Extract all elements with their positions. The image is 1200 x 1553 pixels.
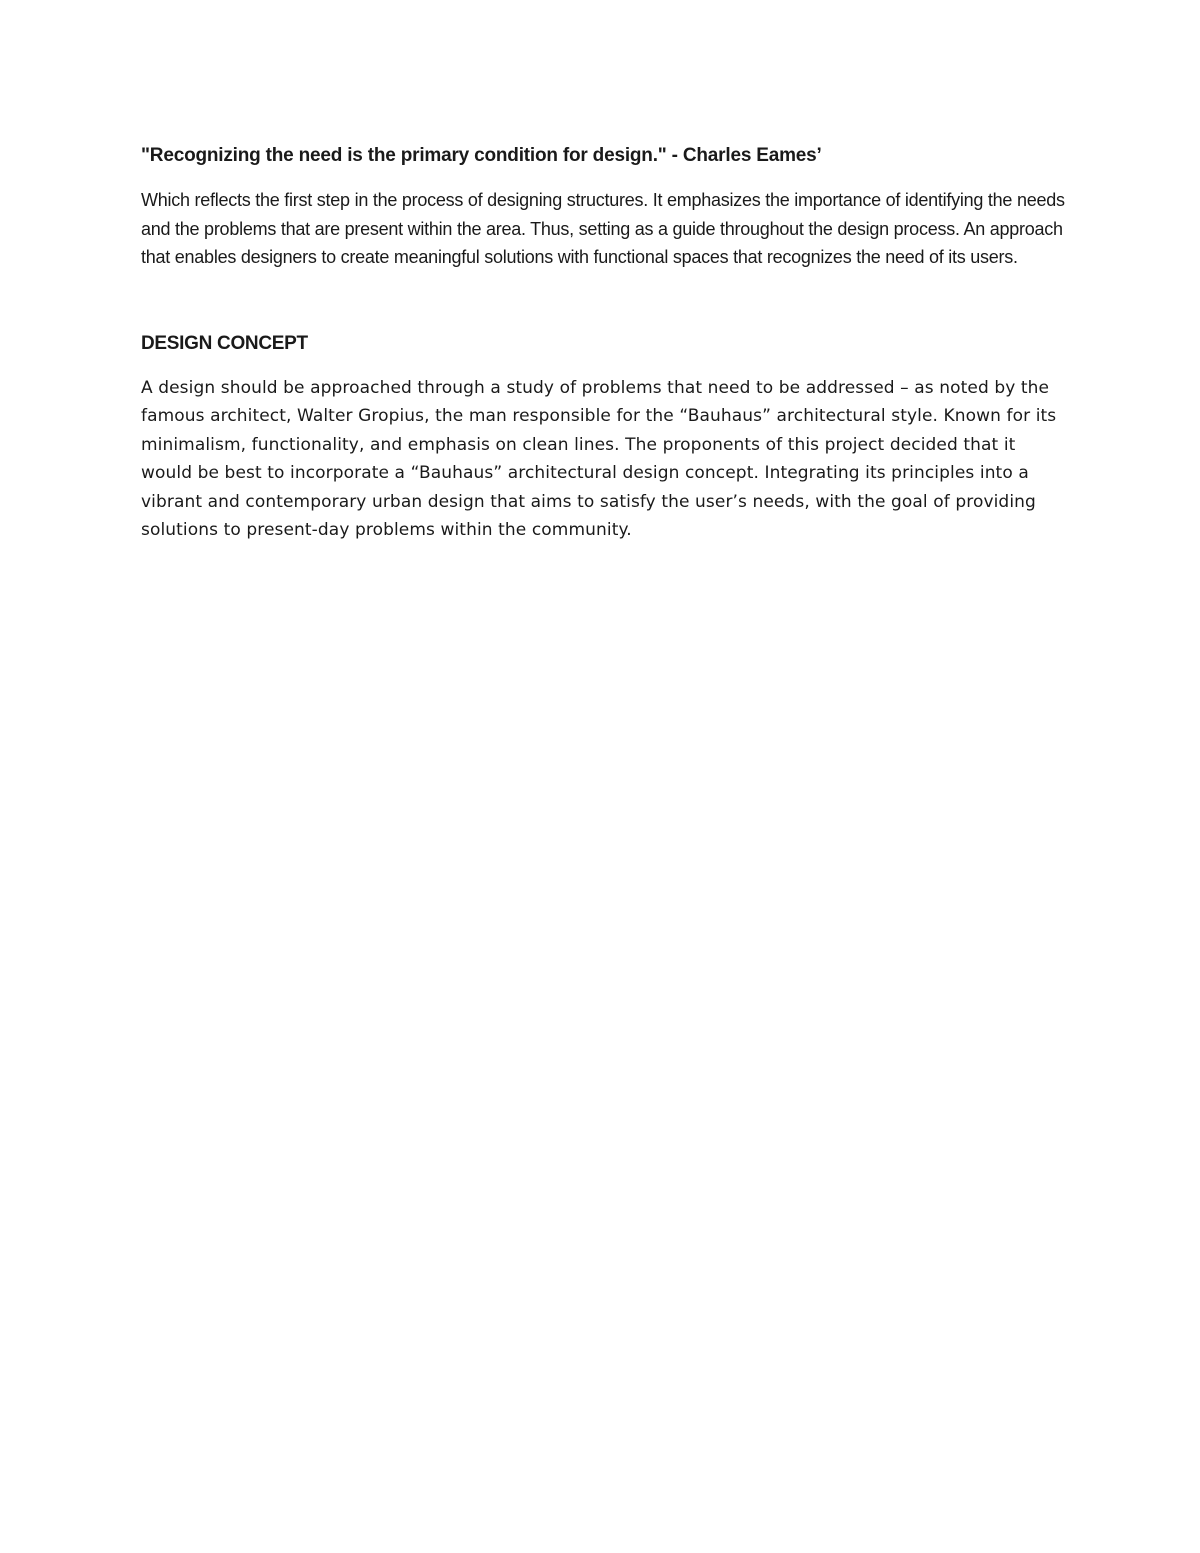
document-body — [141, 141, 1071, 545]
design-concept-paragraph: A design should be approached through a study of problems that need to be addressed – as noted by the famous architect, Walter Gropius, the man responsible for the “Bauhaus” architectural style. Known for its minimalism, functionality, and emphasis on clean lines. The proponents of this project decided that it would be best to incorporate a “Bauhaus” architectural design concept. Integrating its principles into a vibrant and contemporary urban design that aims to satisfy the user’s needs, with the goal of providing solutions to present-day problems within the community. — [141, 377, 1057, 540]
intro-paragraph: Which reflects the first step in the process of designing structures. It emphasizes the importance of identifying the needs and the problems that are present within the area. Thus, setting as a guide throughout the design process. An approach that enables designers to create meaningful solutions with functional spaces that recognizes the need of its users. — [141, 190, 1065, 267]
section-heading-design-concept: DESIGN CONCEPT — [141, 332, 308, 354]
opening-quote: "Recognizing the need is the primary condition for design." - Charles Eames’ — [141, 145, 822, 166]
